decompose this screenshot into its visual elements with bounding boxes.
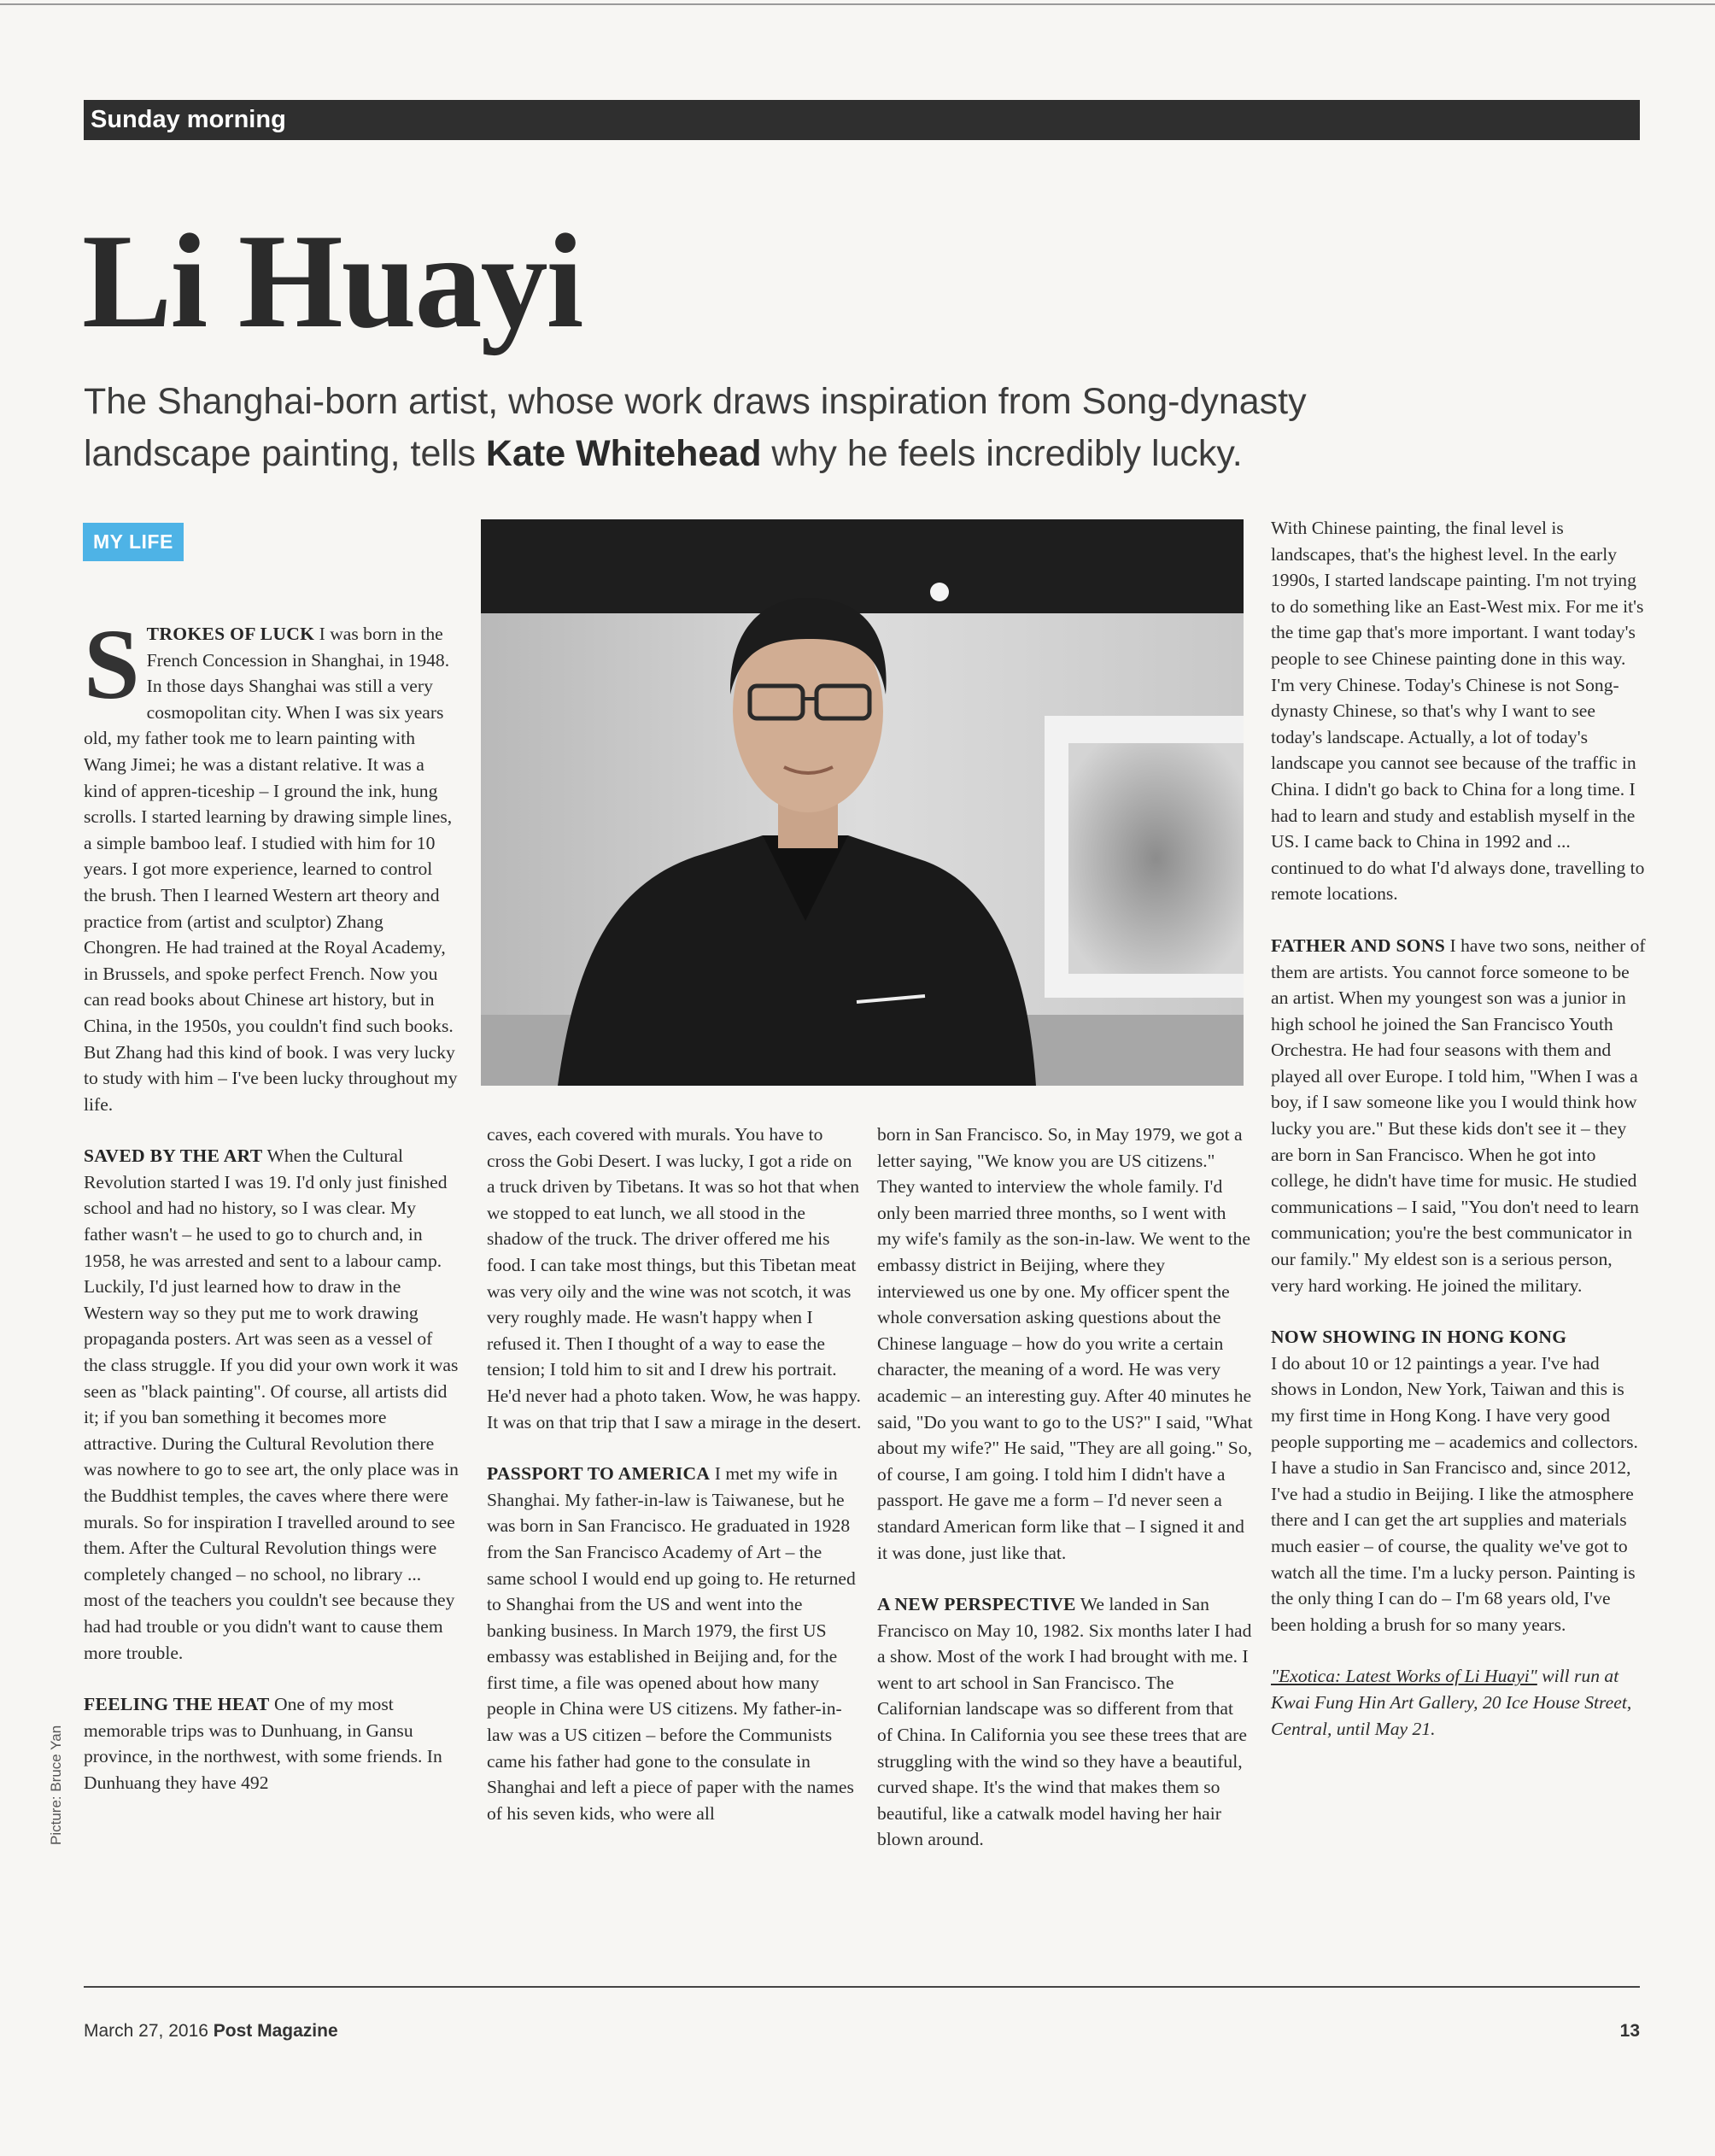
kicker-passport-to-america: PASSPORT TO AMERICA [487,1463,711,1485]
body-text: I have two sons, neither of them are artists. You cannot force someone to be an artist. When my youngest son was a junior in high school he joined the San Francisco Youth Orchestra. He had four seasons with them and played all over Europe. I told him, "When I was a boy, if I saw someone like you I would think how lucky you are." But these kids don't see it – they are born in San Francisco. When he got into college, he didn't have time for music. He studied communications – I said, "You don't need to learn communication; you're the best communicator in our family." My eldest son is a serious person, very hard working. He joined the military. [1271,934,1646,1296]
kicker-now-showing: NOW SHOWING IN HONG KONG [1271,1327,1567,1348]
photo-credit: Picture: Bruce Yan [48,1725,64,1845]
kicker-saved-by-the-art: SAVED BY THE ART [84,1145,263,1167]
standfirst-tail: why he feels incredibly lucky. [761,433,1243,474]
paragraph-saved-by-the-art [84,1143,459,1666]
body-text: When the Cultural Revolution started I was 19. I'd only just finished school and had no history, so I was clear. My father wasn't – he used to go to church and, in 1958, he was arrested and sent to a labour camp. Luckily, I'd just learned how to draw in the Western way so they put me to work drawing propaganda posters. Art was seen as a vessel of the class struggle. If you did your own work it was seen as "black painting". Of course, all artists did it; if you ban something it becomes more attractive. During the Cultural Revolution there was nowhere to go to see art, the only place was in the Buddhist temples, the caves where there were murals. So for inspiration I travelled around to see them. After the Cultural Revolution things were completely changed – no school, no library ... most of the teachers you couldn't see because they had had trouble or you didn't want to cause them more trouble. [84,1145,459,1663]
drop-cap: S [84,608,140,720]
paragraph-now-showing [1271,1324,1647,1638]
publication-name: Post Magazine [213,2021,338,2041]
page-number: 13 [1619,2021,1640,2041]
paragraph-landscapes [1271,515,1647,907]
my-life-badge: MY LIFE [83,523,184,561]
article-column-3 [877,1122,1253,1878]
body-text: I do about 10 or 12 paintings a year. I've had shows in London, New York, Taiwan and this is my first time in Hong Kong. I have very good people supporting me – academics and collectors. I have a studio in San Francisco and, since 2012, I've had a studio in Beijing. I like the atmosphere there and I can get the art supplies and materials much easier – of course, the quality we've got to watch all the time. I'm a lucky person. Painting is the only thing I can do – I'm 68 years old, I've been holding a brush for so many years. [1271,1352,1638,1635]
body-text: One of my most memorable trips was to Dunhuang, in Gansu province, in the northwest, with some friends. In Dunhuang they have 492 [84,1694,442,1793]
exhibition-note [1271,1663,1647,1742]
kicker-strokes-of-luck: TROKES OF LUCK [146,624,315,644]
issue-date: March 27, 2016 [84,2021,208,2041]
article-column-1 [84,608,459,1822]
exhibition-title: "Exotica: Latest Works of Li Huayi" [1271,1666,1537,1687]
section-label: Sunday morning [84,100,1640,140]
footer-dateline [84,2021,338,2042]
portrait-photo [481,519,1244,1086]
article-column-4 [1271,515,1647,1767]
exhibition-details: will run at Kwai Fung Hin Art Gallery, 20 Ice House Street, Central, until May 21. [1271,1666,1632,1739]
headline: Li Huayi [82,207,582,356]
paragraph-passport-to-america [487,1461,863,1826]
body-text: I met my wife in Shanghai. My father-in-law is Taiwanese, but he was born in San Francisco. He graduated in 1928 from the San Francisco Academy of Art – the same school I would end up going to. He returned to Shanghai from the US and went into the banking business. In March 1979, the first US embassy was established in Beijing and, for the first time, a file was opened about how many people in China were US citizens. My father-in-law was a US citizen – before the Communists came his father had gone to the consulate in Shanghai and left a piece of paper with the names of his seven kids, who were all [487,1463,856,1824]
paragraph-feeling-the-heat [84,1691,459,1796]
body-text: I was born in the French Concession in Shanghai, in 1948. In those days Shanghai was still a very cosmopolitan city. When I was six years old, my father took me to learn painting with Wang Jimei; he was a distant relative. It was a kind of appren-ticeship – I ground the ink, hung scrolls. I started learning by drawing simple lines, a simple bamboo leaf. I studied with him for 10 years. I got more experience, learned to control the brush. Then I learned Western art theory and practice from (artist and sculptor) Zhang Chongren. He had trained at the Royal Academy, in Brussels, and spoke perfect French. Now you can read books about Chinese art history, but in China, in the 1950s, you couldn't find such books. But Zhang had this kind of book. I was very lucky to study with him – I've been lucky throughout my life. [84,624,458,1115]
body-text: born in San Francisco. So, in May 1979, we got a letter saying, "We know you are US citizens." They wanted to interview the whole family. I'd only been married three months, so I went with my wife's family as the son-in-law. We went to the embassy district in Beijing, where they interviewed us one by one. My officer spent the whole conversation asking questions about the Chinese language – how do you write a certain character, the meaning of a word. He was very academic – an interesting guy. After 40 minutes he said, "Do you want to go to the US?" I said, "What about my wife?" He said, "They are all going." So, of course, I am going. I told him I didn't have a passport. He gave me a form – I'd never seen a standard American form like that – I signed it and it was done, just like that. [877,1124,1253,1563]
kicker-a-new-perspective: A NEW PERSPECTIVE [877,1594,1076,1615]
kicker-father-and-sons: FATHER AND SONS [1271,934,1446,956]
standfirst [84,376,1450,480]
top-rule [0,3,1715,5]
article-column-2 [487,1122,863,1852]
body-text: caves, each covered with murals. You have to cross the Gobi Desert. I was lucky, I got a ride on a truck driven by Tibetans. It was so hot that when we stopped to eat lunch, we all stood in the shadow of the truck. The driver offered me his food. I can take most things, but this Tibetan meat was very oily and the wine was not scotch, it was very roughly made. He wasn't happy when I refused it. Then I thought of a way to ease the tension; I told him to sit and I drew his portrait. He'd never had a photo taken. Wow, he was happy. It was on that trip that I saw a mirage in the desert. [487,1124,862,1432]
paragraph-a-new-perspective [877,1591,1253,1853]
body-text: We landed in San Francisco on May 10, 1982. Six months later I had a show. Most of the work I had brought with me. I went to art school in San Francisco. The Californian landscape was so different from that of China. In California you see these trees that are struggling with the wind so they have a beautiful, curved shape. It's the wind that makes them so beautiful, like a catwalk model having her hair blown around. [877,1594,1252,1850]
standfirst-lead: The Shanghai-born artist, whose work draws inspiration from Song-dynasty landscape painting, tells [84,381,1307,474]
paragraph-embassy [877,1122,1253,1566]
author-name: Kate Whitehead [485,433,762,474]
body-text: With Chinese painting, the final level is landscapes, that's the highest level. In the early 1990s, I started landscape painting. I'm not trying to do something like an East-West mix. For me it's the time gap that's more important. I want today's people to see Chinese painting done in this way. I'm very Chinese. Today's Chinese is not Song-dynasty Chinese, so that's why I want to see today's landscape. Actually, a lot of today's landscape you cannot see because of the traffic in China. I didn't go back to China for a long time. I had to learn and study and establish myself in the US. I came back to China in 1992 and ... continued to do what I'd always done, travelling to remote locations. [1271,518,1645,905]
kicker-feeling-the-heat: FEELING THE HEAT [84,1694,270,1715]
footer-rule [84,1986,1640,1988]
paragraph-strokes-of-luck [84,608,459,1117]
portrait-photo-illustration [481,519,1244,1086]
paragraph-gobi-desert [487,1122,863,1435]
paragraph-father-and-sons [1271,933,1647,1298]
